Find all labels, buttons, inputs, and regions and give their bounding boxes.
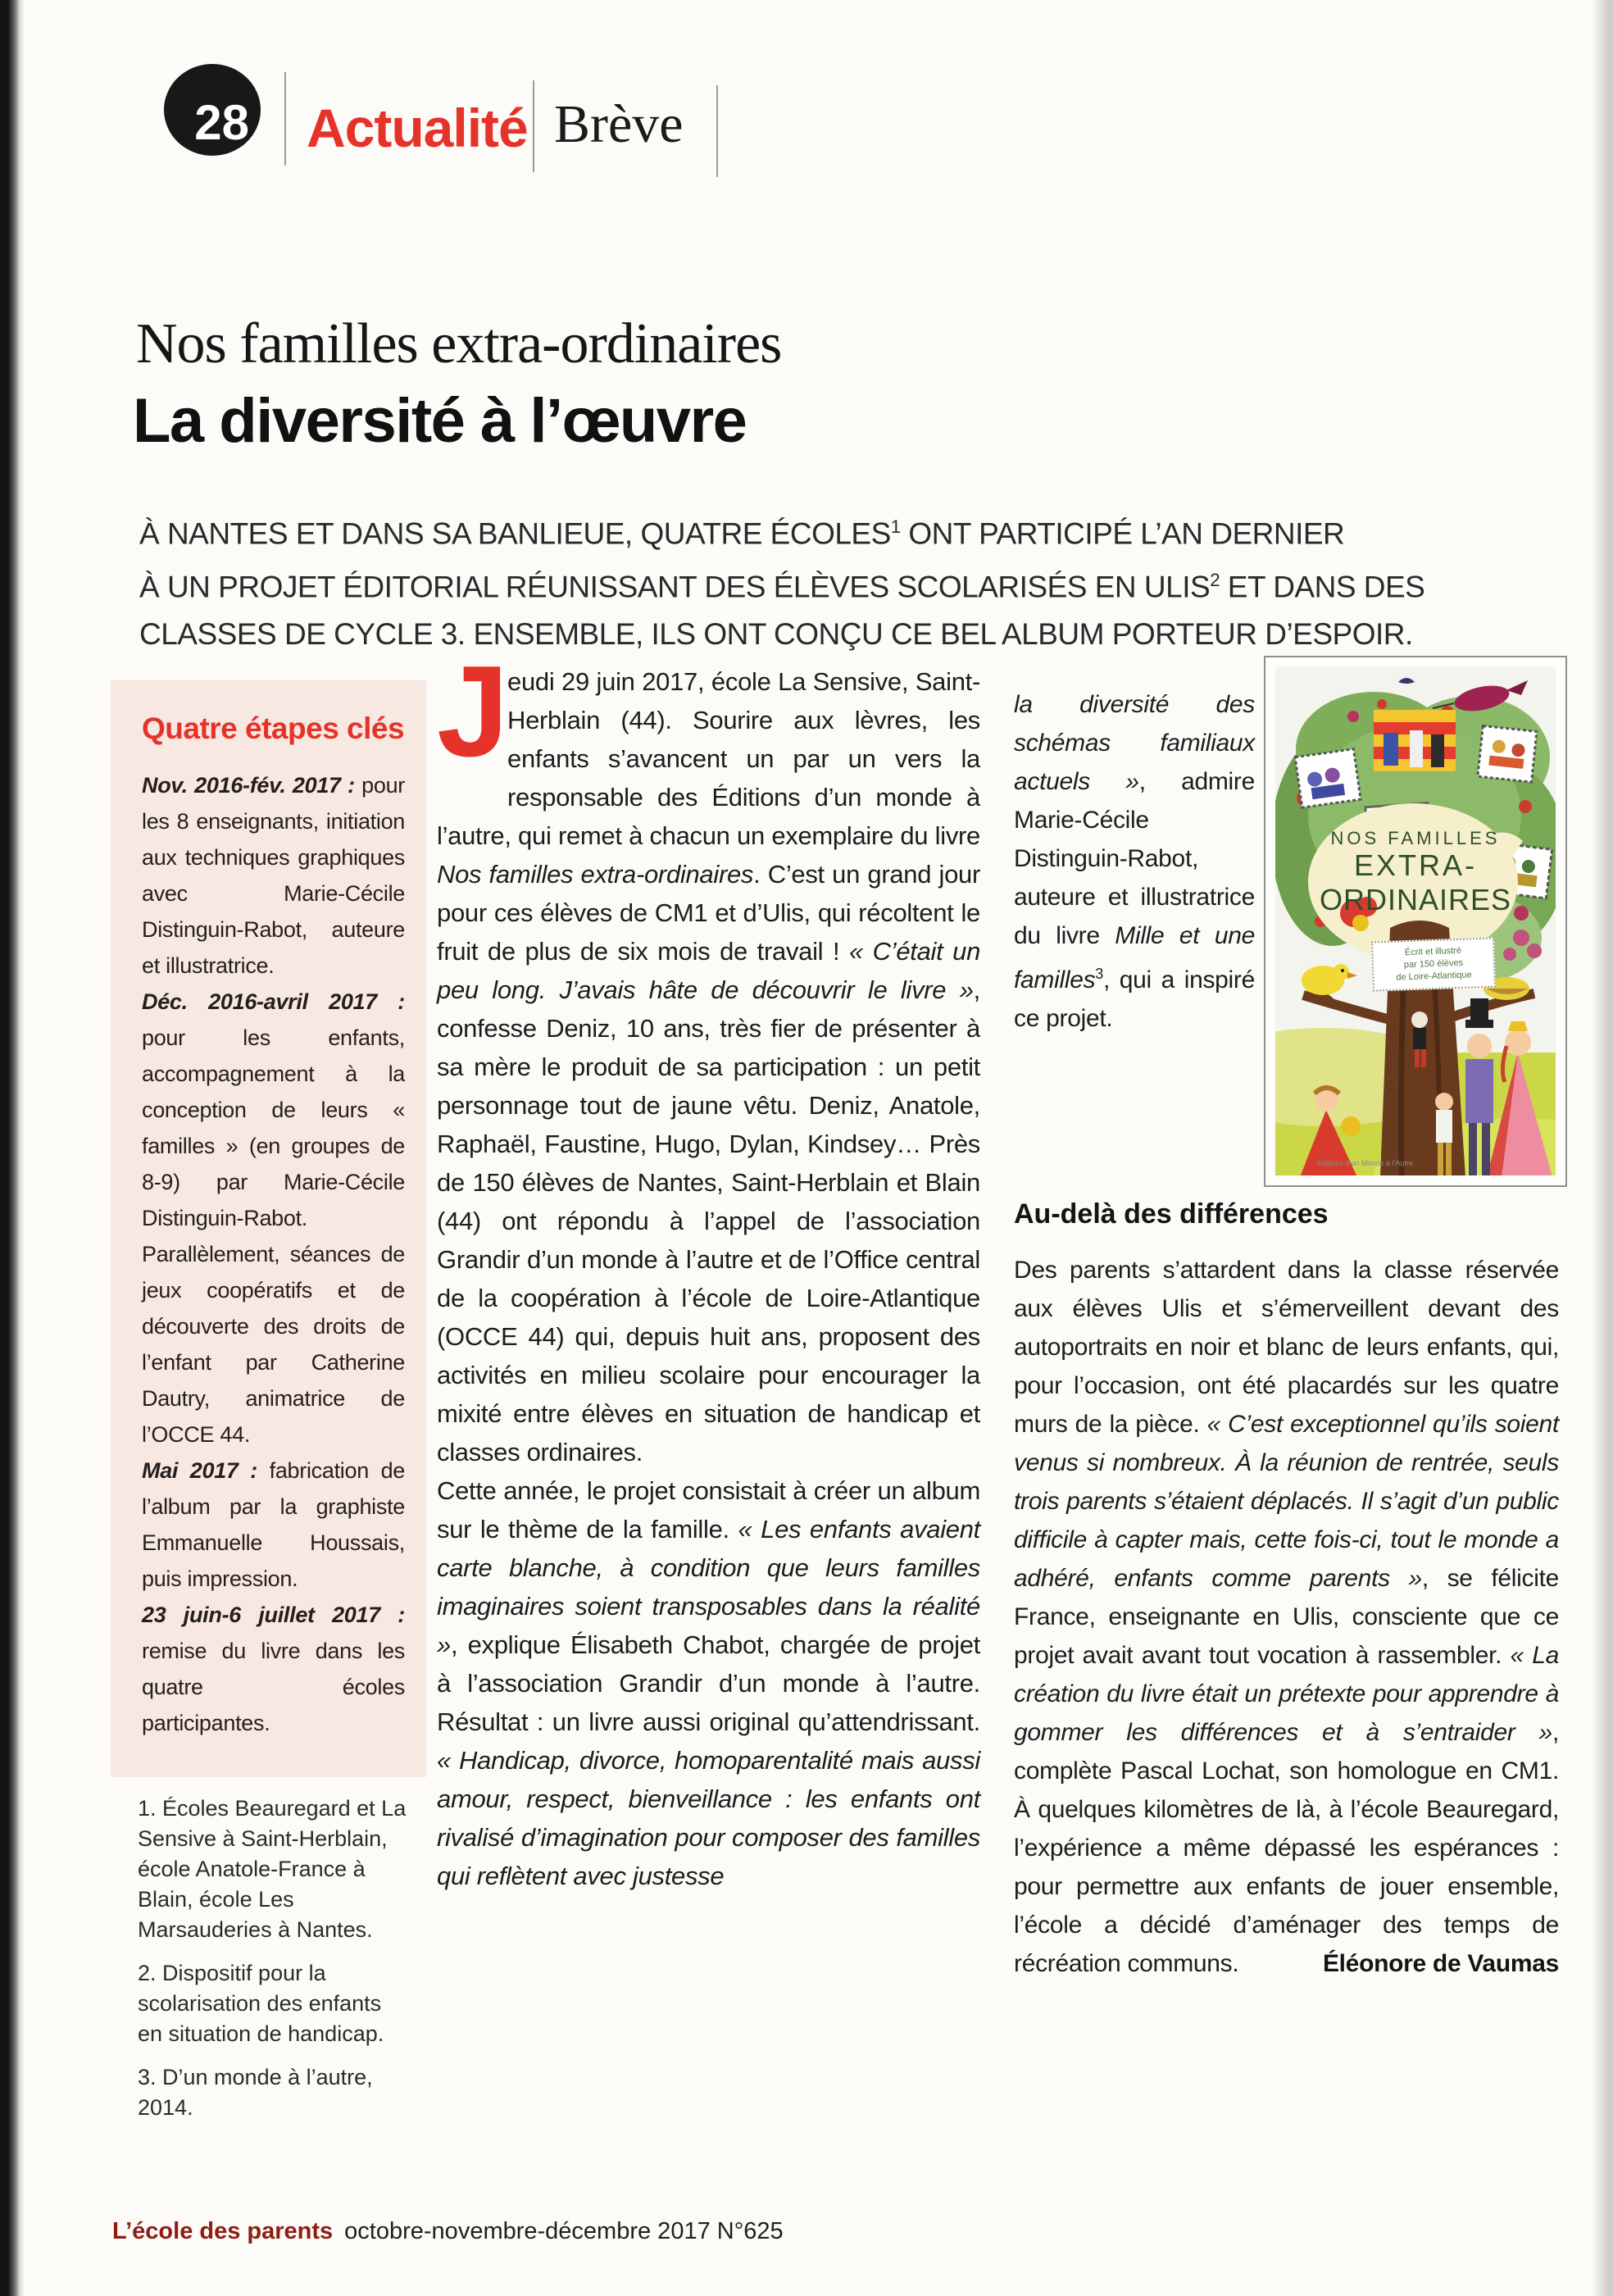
subsection-label: Brève [554,94,684,154]
standfirst [139,503,1541,657]
cover-title-line1: NOS FAMILLES [1330,828,1501,848]
article-column-middle [437,639,981,1895]
article-paragraph: Des parents s’attardent dans la classe réservée aux élèves Ulis et s’émerveillent devant des autoportraits en noir et blanc de leurs enfants, qui, pour l’occasion, ont été placardés sur les quatre murs de la pièce. « C’est exceptionnel qu’ils soient venus si nombreux. À la réunion de rentrée, seuls trois parents s’étaient déplacés. Il s’agit d’un public difficile à capter mais, cette fois-ci, tout le monde a adhéré, enfants comme parents », se félicite France, enseignante en Ulis, consciente que ce projet avait avant tout vocation à rassembler. « La création du livre était un prétexte pour apprendre à gommer les différences et à s’entraider », complète Pascal Lochat, son homologue en CM1. À quelques kilomètres de là, à l’école Beauregard, l’expérience a même dépassé les espérances : pour permettre aux enfants de jouer ensemble, l’école a décidé d’aménager des temps de récréation communs. Éléonore de Vaumas [1014,1251,1559,1983]
drop-cap: J [437,639,509,784]
standfirst-line: CLASSES DE CYCLE 3. ENSEMBLE, ILS ONT CONÇU CE BEL ALBUM PORTEUR D’ESPOIR. [139,616,1413,651]
issue-info: octobre-novembre-décembre 2017 N°625 [344,2218,784,2244]
scan-edge-left [0,0,25,2296]
key-step-entry: Nov. 2016-fév. 2017 : pour les 8 enseignants, initiation aux techniques graphiques avec Marie-Cécile Distinguin-Rabot, auteure et illustratrice. [142,773,405,978]
book-cover-illustration [1275,667,1556,1175]
cover-title [1275,828,1556,916]
key-steps-box [111,680,426,1777]
article-main-title: La diversité à l’œuvre [133,386,747,456]
section-label: Actualité [307,98,528,158]
header-divider [533,80,534,172]
key-step-entry: 23 juin-6 juillet 2017 : remise du livre dans les quatre écoles participantes. [142,1603,405,1735]
footnote: 3. D’un monde à l’autre, 2014. [138,2065,373,2120]
article-paragraph: J eudi 29 juin 2017, école La Sensive, Saint-Herblain (44). Sourire aux lèvres, les enfants s’avancent un par un vers la responsable des Éditions d’un monde à l’autre, qui remet à chacun un exemplaire du livre Nos familles extra-ordinaires. C’est un grand jour pour ces élèves de CM1 et d’Ulis, qui récoltent le fruit de plus de six mois de travail ! « C’était un peu long. J’avais hâte de découvrir le livre », confesse Deniz, 10 ans, très fier de présenter à sa mère le produit de sa participation : un petit personnage tout de jaune vêtu. Deniz, Anatole, Raphaël, Faustine, Hugo, Dylan, Kindsey… Près de 150 élèves de Nantes, Saint-Herblain et Blain (44) ont répondu à l’appel de l’association Grandir d’un monde à l’autre et de l’Office central de la coopération à l’école de Loire-Atlantique (OCCE 44) qui, depuis huit ans, proposent des activités en milieu scolaire pour encourager la mixité entre élèves en situation de handicap et classes ordinaires. [437,639,981,1466]
standfirst-line: À UN PROJET ÉDITORIAL RÉUNISSANT DES ÉLÈVES SCOLARISÉS EN ULIS$^2$ ET DANS DES [139,570,1425,604]
key-step-entry: Mai 2017 : fabrication de l’album par la graphiste Emmanuelle Houssais, puis impression. [142,1458,405,1591]
cover-note: Écrit et illustré par 150 élèves de Loire-Atlantique [1371,937,1496,991]
article-kicker-title: Nos familles extra-ordinaires [136,312,782,375]
article-paragraph: Cette année, le projet consistait à créer un album sur le thème de la famille. « Les enfants avaient carte blanche, à condition que leurs familles imaginaires soient transposables dans la réalité », explique Élisabeth Chabot, chargée de projet à l’association Grandir d’un monde à l’autre. Résultat : un livre aussi original qu’attendrissant. « Handicap, divorce, homoparentalité mais aussi amour, respect, bienveillance : les enfants ont rivalisé d’imagination pour composer des familles qui reflètent avec justesse [437,1476,980,1890]
book-cover-photo [1264,656,1567,1187]
article-column-right-top [1014,685,1255,1038]
header-divider [716,85,718,177]
page-number: 28 [194,95,249,150]
page-footer [112,2218,784,2245]
key-step-entry: Déc. 2016-avril 2017 : pour les enfants, accompagnement à la conception de leurs « familles » (en groupes de 8-9) par Marie-Cécile Distinguin-Rabot. Parallèlement, séances de jeux coopératifs et de découverte des droits de l’enfant par Catherine Dautry, animatrice de l’OCCE 44. [142,989,405,1447]
page-number-badge [164,64,261,156]
footnotes [138,1794,411,2136]
magazine-brand: L’école des parents [112,2218,334,2244]
cover-tree-art [1275,667,1556,1175]
article-paragraph: la diversité des schémas familiaux actuels », admire Marie-Cécile Distinguin-Rabot, auteure et illustratrice du livre Mille et une familles$^3$, qui a inspiré ce projet. [1014,691,1255,1032]
byline: Éléonore de Vaumas [1322,1950,1559,1977]
scan-edge-right [1592,0,1613,2296]
standfirst-line: À NANTES ET DANS SA BANLIEUE, QUATRE ÉCOLES$^1$ ONT PARTICIPÉ L’AN DERNIER [139,516,1345,551]
footnote: 2. Dispositif pour la scolarisation des enfants en situation de handicap. [138,1961,384,2046]
article-column-right [1014,1251,1559,1983]
header-divider [284,72,286,166]
footnote: 1. Écoles Beauregard et La Sensive à Saint-Herblain, école Anatole-France à Blain, école Les Marsauderies à Nantes. [138,1796,407,1942]
section-subhead: Au-delà des différences [1014,1198,1329,1230]
key-steps-title: Quatre étapes clés [142,712,405,745]
cover-publisher: Éditions d’un Monde à l’Autre [1316,1159,1413,1167]
cover-title-line3: ORDINAIRES [1319,882,1512,916]
cover-title-line2: EXTRA- [1353,848,1477,883]
